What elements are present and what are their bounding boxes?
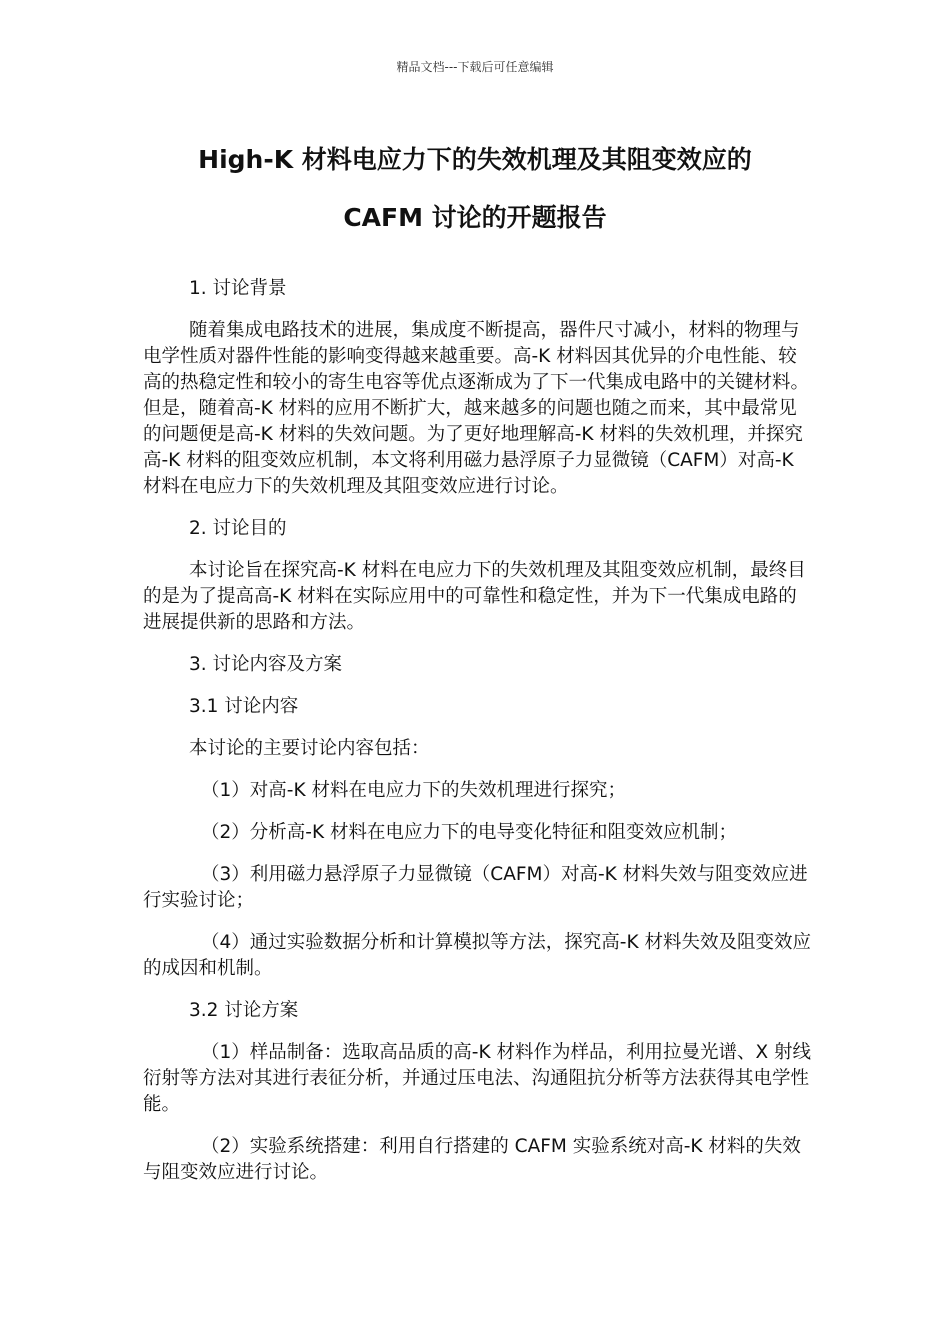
document-body — [143, 276, 811, 1202]
plan-list-item: （1）样品制备：选取高品质的高-K 材料作为样品，利用拉曼光谱、X 射线衍射等方法对其进行表征分析，并通过压电法、沟通阻抗分析等方法获得其电学性能。 — [143, 1042, 812, 1115]
section-2-heading: 2. 讨论目的 — [189, 518, 287, 539]
page-header-note: 精品文档---下载后可任意编辑 — [396, 60, 554, 74]
plan-list-item: （2）实验系统搭建：利用自行搭建的 CAFM 实验系统对高-K 材料的失效与阻变效应进行讨论。 — [143, 1136, 801, 1183]
section-1-heading: 1. 讨论背景 — [189, 278, 287, 299]
section-3-2-heading: 3.2 讨论方案 — [189, 1000, 299, 1021]
document-title-line-1: High-K 材料电应力下的失效机理及其阻变效应的 — [198, 145, 752, 174]
section-3-1-heading: 3.1 讨论内容 — [189, 696, 299, 717]
section-1-paragraph: 随着集成电路技术的进展，集成度不断提高，器件尺寸减小，材料的物理与电学性质对器件性能的影响变得越来越重要。高-K 材料因其优异的介电性能、较高的热稳定性和较小的寄生电容等优点逐渐成为了下一代集成电路中的关键材料。但是，随着高-K 材料的应用不断扩大，越来越多的问题也随之而来，其中最常见的问题便是高-K 材料的失效问题。为了更好地理解高-K 材料的失效机理，并探究高-K 材料的阻变效应机制，本文将利用磁力悬浮原子力显微镜（CAFM）对高-K 材料在电应力下的失效机理及其阻变效应进行讨论。 — [143, 320, 810, 497]
content-list-item: （4）通过实验数据分析和计算模拟等方法，探究高-K 材料失效及阻变效应的成因和机制。 — [143, 932, 811, 979]
content-list-item: （1）对高-K 材料在电应力下的失效机理进行探究； — [201, 780, 626, 801]
document-title-line-2: CAFM 讨论的开题报告 — [343, 203, 607, 232]
content-list-item: （2）分析高-K 材料在电应力下的电导变化特征和阻变效应机制； — [201, 822, 737, 843]
section-2-paragraph: 本讨论旨在探究高-K 材料在电应力下的失效机理及其阻变效应机制，最终目的是为了提高高-K 材料在实际应用中的可靠性和稳定性，并为下一代集成电路的进展提供新的思路和方法。 — [143, 560, 806, 633]
section-3-1-intro: 本讨论的主要讨论内容包括： — [189, 738, 430, 759]
content-list-item: （3）利用磁力悬浮原子力显微镜（CAFM）对高-K 材料失效与阻变效应进行实验讨论； — [143, 864, 808, 911]
section-3-heading: 3. 讨论内容及方案 — [189, 654, 343, 675]
